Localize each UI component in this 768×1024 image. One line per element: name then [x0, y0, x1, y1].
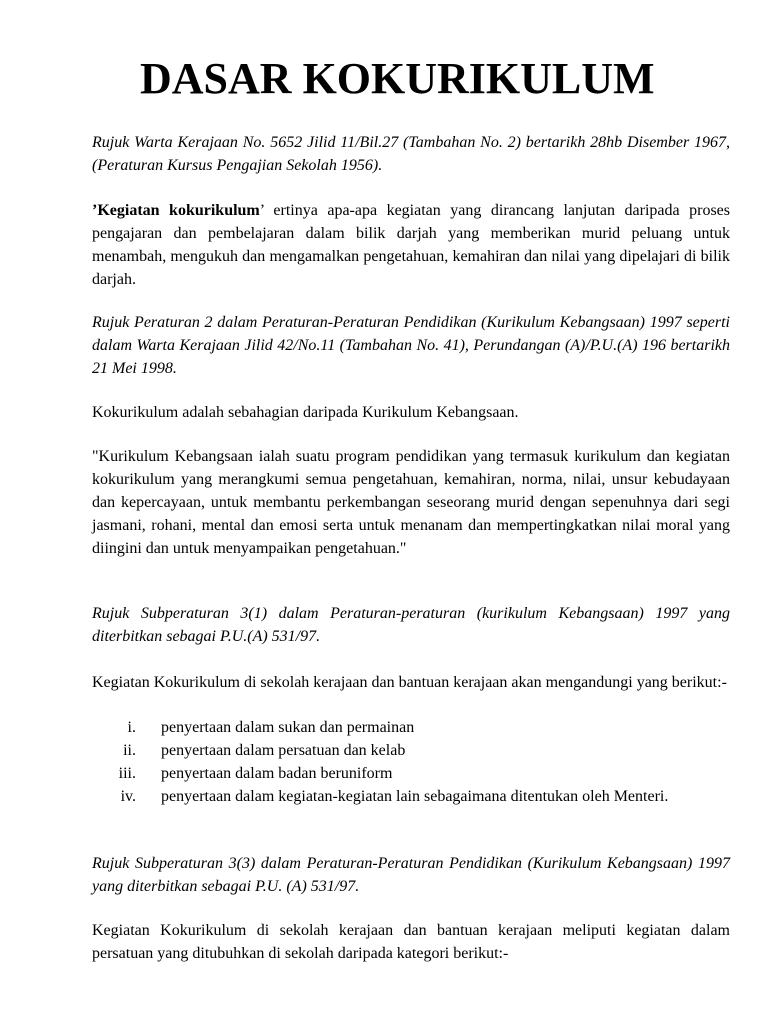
list-item — [92, 716, 730, 739]
list-item — [92, 739, 730, 762]
list-item-text: penyertaan dalam kegiatan-kegiatan lain sebagaimana ditentukan oleh Menteri. — [161, 788, 669, 805]
list-intro: Kegiatan Kokurikulum di sekolah kerajaan dan bantuan kerajaan akan mengandungi yang berikut:- — [92, 674, 727, 691]
list-item-text: penyertaan dalam persatuan dan kelab — [161, 742, 406, 759]
list-item-text: penyertaan dalam sukan dan permainan — [161, 719, 415, 736]
definition-text: ’ ertinya apa-apa kegiatan yang dirancang lanjutan daripada proses pengajaran dan pembelajaran dalam bilik darjah yang memberikan murid peluang untuk menambah, mengukuh dan mengamalkan pengetahuan, kemahiran dan nilai yang dipelajari di bilik darjah. — [92, 202, 730, 288]
list-item-number: ii. — [123, 742, 136, 759]
reference-peraturan-2: Rujuk Peraturan 2 dalam Peraturan-Peraturan Pendidikan (Kurikulum Kebangsaan) 1997 seperti dalam Warta Kerajaan Jilid 42/No.11 (Tambahan No. 41), Perundangan (A)/P.U.(A) 196 bertarikh 21 Mei 1998. — [92, 314, 730, 377]
definition-paragraph — [92, 199, 730, 291]
list-item-number: i. — [127, 719, 136, 736]
reference-warta-1967: Rujuk Warta Kerajaan No. 5652 Jilid 11/Bil.27 (Tambahan No. 2) bertarikh 28hb Disember 1967, (Peraturan Kursus Pengajian Sekolah 1956). — [92, 134, 730, 174]
list-item-number: iii. — [118, 765, 136, 782]
list-item-number: iv. — [120, 788, 136, 805]
definition-term: ’Kegiatan kokurikulum — [92, 202, 260, 219]
reference-subperaturan-3-1: Rujuk Subperaturan 3(1) dalam Peraturan-peraturan (kurikulum Kebangsaan) 1997 yang diterbitkan sebagai P.U.(A) 531/97. — [92, 605, 730, 645]
kokurikulum-statement: Kokurikulum adalah sebahagian daripada Kurikulum Kebangsaan. — [92, 404, 519, 421]
final-paragraph: Kegiatan Kokurikulum di sekolah kerajaan dan bantuan kerajaan meliputi kegiatan dalam persatuan yang ditubuhkan di sekolah daripada kategori berikut:- — [92, 922, 730, 962]
list-item — [92, 762, 730, 785]
activity-list — [92, 716, 730, 808]
reference-subperaturan-3-3: Rujuk Subperaturan 3(3) dalam Peraturan-Peraturan Pendidikan (Kurikulum Kebangsaan) 1997 yang diterbitkan sebagai P.U. (A) 531/97. — [92, 855, 730, 895]
list-item-text: penyertaan dalam badan beruniform — [161, 765, 393, 782]
page-title: DASAR KOKURIKULUM — [140, 54, 655, 103]
list-item — [92, 785, 730, 808]
kurikulum-kebangsaan-quote: "Kurikulum Kebangsaan ialah suatu program pendidikan yang termasuk kurikulum dan kegiatan kokurikulum yang merangkumi semua pengetahuan, kemahiran, norma, nilai, unsur kebudayaan dan kepercayaan, untuk membantu perkembangan seseorang murid dengan sepenuhnya dari segi jasmani, rohani, mental dan emosi serta untuk menanam dan mempertingkatkan nilai moral yang diingini dan untuk menyampaikan pengetahuan." — [92, 448, 730, 557]
